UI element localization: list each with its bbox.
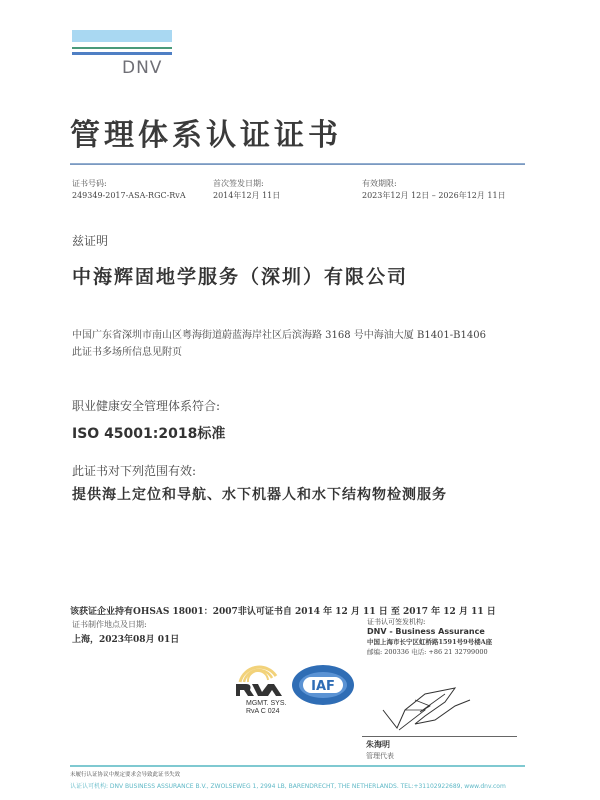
certificate-number: 249349-2017-ASA-RGC-RvA — [72, 191, 186, 200]
footer-accreditation-address: 认证认可机构: DNV BUSINESS ASSURANCE B.V., ZWOLSEWEG 1, 2994 LB, BARENDRECHT, THE NETHERLANDS. TEL:+31102922689, www.dnv.com — [70, 783, 506, 790]
iaf-mark-icon — [290, 663, 356, 707]
issuer-contact: 邮编: 200336 电话: +86 21 32799000 — [367, 648, 488, 656]
place-date-label: 证书制作地点及日期: — [72, 620, 147, 629]
hereby-certify: 兹证明 — [72, 234, 109, 248]
company-name: 中海辉固地学服务（深圳）有限公司 — [72, 266, 409, 288]
multi-site-note: 此证书多场所信息见附页 — [72, 347, 182, 358]
title-divider — [70, 163, 525, 165]
iaf-logo — [290, 663, 356, 707]
logo-wordmark: DNV — [122, 58, 163, 78]
footer-validity-note: 未履行认证协议中规定要求会导致此证书失效 — [70, 772, 181, 778]
logo-bar-green — [72, 47, 172, 49]
issuer-address: 中国上海市长宁区虹桥路1591号9号楼A座 — [367, 638, 493, 646]
signer-role: 管理代表 — [366, 752, 394, 760]
validity-block — [362, 178, 506, 202]
certificate-number-label: 证书号码: — [72, 179, 107, 188]
company-address — [72, 327, 542, 361]
initial-date-label: 首次签发日期: — [213, 179, 264, 188]
issuer-name: DNV - Business Assurance — [367, 627, 485, 636]
initial-date: 2014年12月 11日 — [213, 191, 281, 200]
place-date-value: 上海，2023年08月 01日 — [72, 635, 180, 645]
certificate-number-block — [72, 178, 186, 202]
scope-text: 提供海上定位和导航、水下机器人和水下结构物检测服务 — [72, 487, 447, 503]
conformity-label: 职业健康安全管理体系符合: — [72, 399, 221, 413]
logo-bar-light-blue — [72, 30, 172, 42]
validity-label: 有效期限: — [362, 179, 397, 188]
rva-text-1: MGMT. SYS. — [246, 700, 287, 707]
rva-accreditation-logo — [232, 660, 288, 720]
signature-line — [362, 736, 517, 737]
address-line: 中国广东省深圳市南山区粤海街道蔚蓝海岸社区后滨海路 3168 号中海油大厦 B1401-B1406 — [72, 330, 486, 341]
signature — [375, 680, 485, 740]
footer-divider — [70, 765, 525, 767]
rva-text-2: RvA C 024 — [246, 708, 280, 715]
validity-period: 2023年12月 12日 – 2026年12月 11日 — [362, 191, 506, 200]
initial-date-block — [213, 178, 280, 202]
rva-mark-icon — [232, 660, 288, 720]
scope-label: 此证书对下列范围有效: — [72, 464, 197, 478]
logo-bar-blue — [72, 52, 172, 55]
issuer-label: 证书认可签发机构: — [367, 618, 426, 626]
signer-name: 朱海明 — [366, 739, 390, 749]
certificate-title: 管理体系认证证书 — [70, 118, 342, 153]
ohsas-note: 该获证企业持有OHSAS 18001：2007非认可证书自 2014 年 12 月 11 日 至 2017 年 12 月 11 日 — [70, 607, 496, 617]
issuing-body — [367, 617, 492, 657]
iaf-text: IAF — [311, 679, 335, 694]
signature-scribble-icon — [375, 680, 485, 740]
standard-name: ISO 45001:2018标准 — [72, 426, 226, 442]
